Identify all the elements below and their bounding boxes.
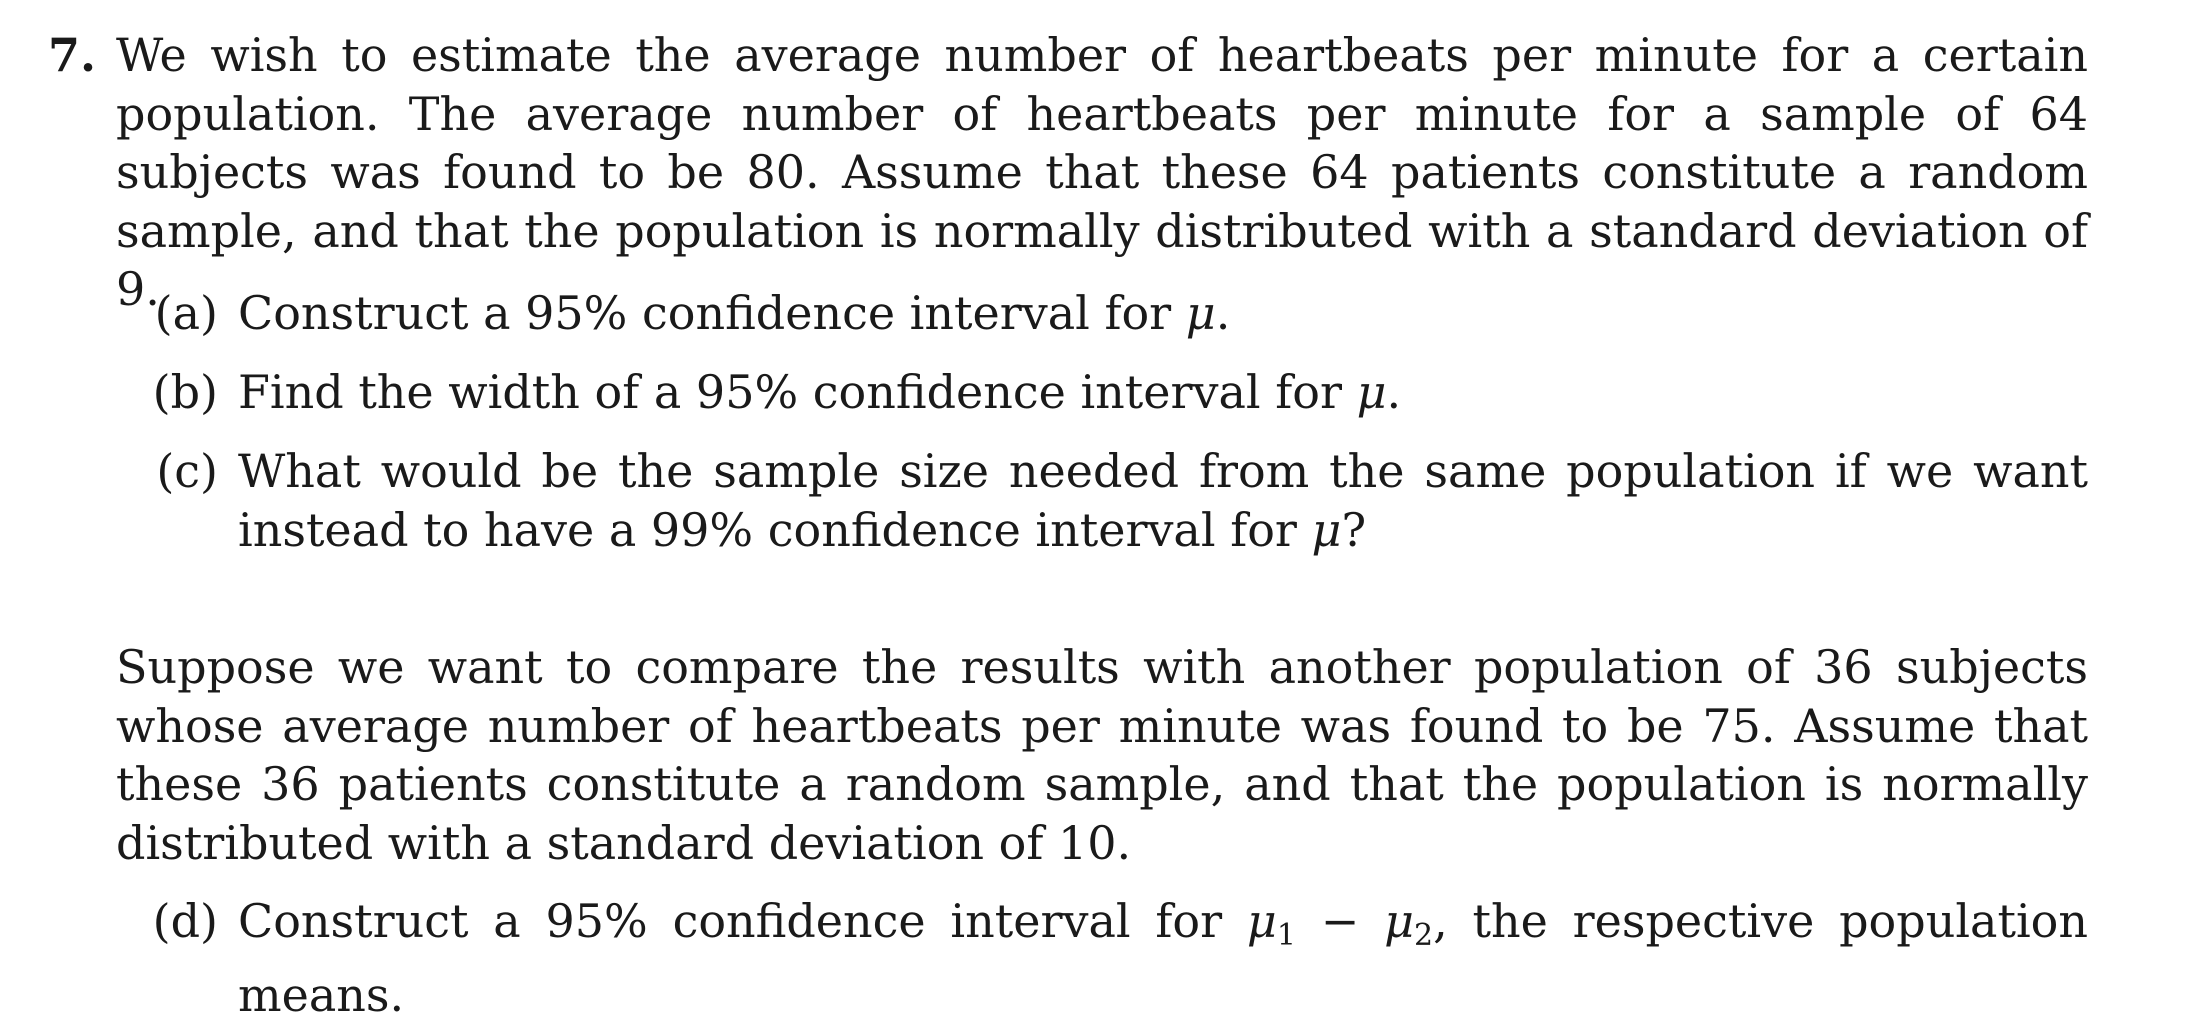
- problem-number: 7.: [48, 28, 97, 82]
- part-text-after: ?: [1341, 502, 1367, 557]
- mu-symbol: μ: [1246, 894, 1277, 948]
- part-text-before: Construct a 95% confidence interval for: [238, 894, 1247, 948]
- part-label: (d): [152, 894, 218, 948]
- subscript: 2: [1413, 918, 1434, 953]
- subscript: 1: [1276, 918, 1296, 953]
- part-label: (b): [152, 365, 218, 419]
- mu-symbol: μ: [1384, 894, 1414, 948]
- part-text-before: Construct a 95% confidence interval for: [238, 286, 1186, 340]
- part-text-before: Find the width of a 95% confidence interval for: [238, 365, 1357, 419]
- parts-list: [134, 284, 2088, 614]
- minus-sign: −: [1295, 894, 1385, 948]
- part-text-before: What would be the sample size needed from the same population if we want instead to have a 99% confidence interval for: [238, 444, 2088, 557]
- part-text: [238, 892, 2088, 1024]
- mu-symbol: μ: [1185, 286, 1216, 340]
- part-text: [238, 363, 2088, 422]
- parts-list-2: [134, 892, 2088, 1022]
- problem-followup: Suppose we want to compare the results with another population of 36 subjects whose average number of heartbeats per minute was found to be 75. Assume that these 36 patients constitute a random sample, and that the population is normally distributed with a standard deviation of 10.: [116, 640, 2088, 870]
- mu-symbol: μ: [1356, 365, 1387, 419]
- part-text: [238, 442, 2088, 559]
- part-label: (c): [156, 444, 218, 498]
- problem-intro: We wish to estimate the average number of heartbeats per minute for a certain population. The average number of heartbeats per minute for a sample of 64 subjects was found to be 80. Assume that these 64 patients constitute a random sample, and that the population is normally distributed with a standard deviation of 9.: [116, 28, 2088, 316]
- mu-symbol: μ: [1311, 502, 1342, 557]
- part-text-after: .: [1215, 286, 1231, 340]
- part-text-after: , the respective population means.: [238, 894, 2088, 1022]
- part-text: [238, 284, 2088, 343]
- part-text-after: .: [1386, 365, 1402, 419]
- part-label: (a): [154, 286, 218, 340]
